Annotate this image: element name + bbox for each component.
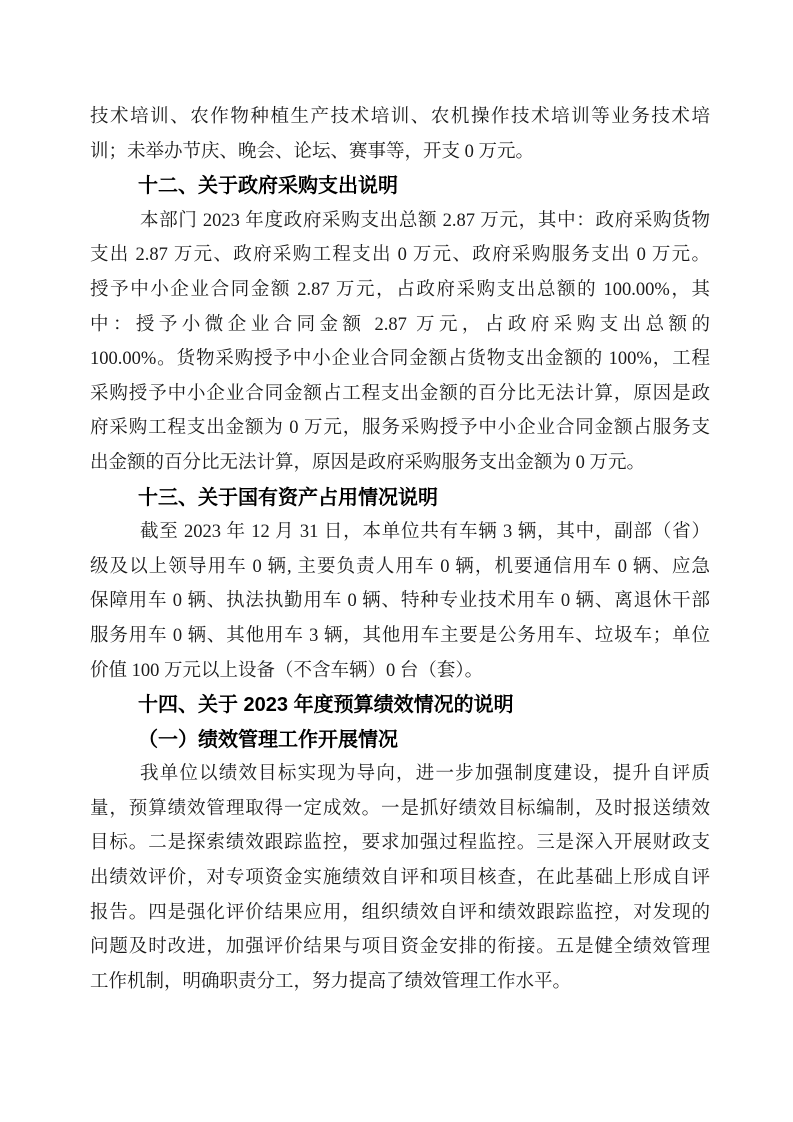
text-line: 截至 2023 年 12 月 31 日，本单位共有车辆 3 辆，其中，副部（省）: [140, 522, 710, 543]
text-line: 技术培训、农作物种植生产技术培训、农机操作技术培训等业务技术培: [90, 107, 710, 127]
text-line: 本部门 2023 年度政府采购支出总额 2.87 万元，其中：政府采购货物: [140, 210, 710, 231]
text-line: 保障用车 0 辆、执法执勤用车 0 辆、特种专业技术用车 0 辆、离退休干部: [90, 591, 710, 612]
text-line: 我单位以绩效目标实现为导向，进一步加强制度建设，提升自评质: [140, 764, 710, 785]
text-line: 训；未举办节庆、晚会、论坛、赛事等，开支 0 万元。: [90, 141, 535, 162]
text-line: 授予中小企业合同金额 2.87 万元，占政府采购支出总额的 100.00%，其: [90, 279, 710, 300]
text-line: 支出 2.87 万元、政府采购工程支出 0 万元、政府采购服务支出 0 万元。: [90, 245, 710, 266]
text-line: 级及以上领导用车 0 辆, 主要负责人用车 0 辆，机要通信用车 0 辆、应急: [90, 556, 710, 577]
text-line: 服务用车 0 辆、其他用车 3 辆，其他用车主要是公务用车、垃圾车；单位: [90, 625, 710, 646]
text-line: 出绩效评价，对专项资金实施绩效自评和项目核查，在此基础上形成自评: [90, 868, 710, 889]
text-line: 目标。二是探索绩效跟踪监控，要求加强过程监控。三是深入开展财政支: [90, 833, 710, 854]
text-line: 量，预算绩效管理取得一定成效。一是抓好绩效目标编制，及时报送绩效: [90, 798, 710, 819]
text-line: 问题及时改进，加强评价结果与项目资金安排的衔接。五是健全绩效管理: [90, 937, 710, 958]
section-heading-state-assets: 十三、关于国有资产占用情况说明: [138, 486, 438, 509]
section-heading-budget-performance: 十四、关于 2023 年度预算绩效情况的说明: [138, 694, 514, 717]
text-line: 工作机制，明确职责分工，努力提高了绩效管理工作水平。: [90, 971, 572, 992]
text-line: 府采购工程支出金额为 0 万元，服务采购授予中小企业合同金额占服务支: [90, 418, 710, 439]
subsection-heading-performance-management: （一）绩效管理工作开展情况: [138, 728, 398, 751]
text-line: 价值 100 万元以上设备（不含车辆）0 台（套）。: [90, 660, 484, 681]
section-heading-procurement: 十二、关于政府采购支出说明: [138, 175, 398, 198]
text-line: 采购授予中小企业合同金额占工程支出金额的百分比无法计算，原因是政: [90, 383, 710, 404]
document-content: [90, 100, 710, 999]
text-line: 中：授予小微企业合同金额 2.87 万元，占政府采购支出总额的: [90, 314, 710, 335]
text-line: 出金额的百分比无法计算，原因是政府采购服务支出金额为 0 万元。: [90, 452, 646, 473]
text-line: 100.00%。货物采购授予中小企业合同金额占货物支出金额的 100%，工程: [90, 349, 710, 370]
text-line: 报告。四是强化评价结果应用，组织绩效自评和绩效跟踪监控，对发现的: [90, 902, 710, 923]
